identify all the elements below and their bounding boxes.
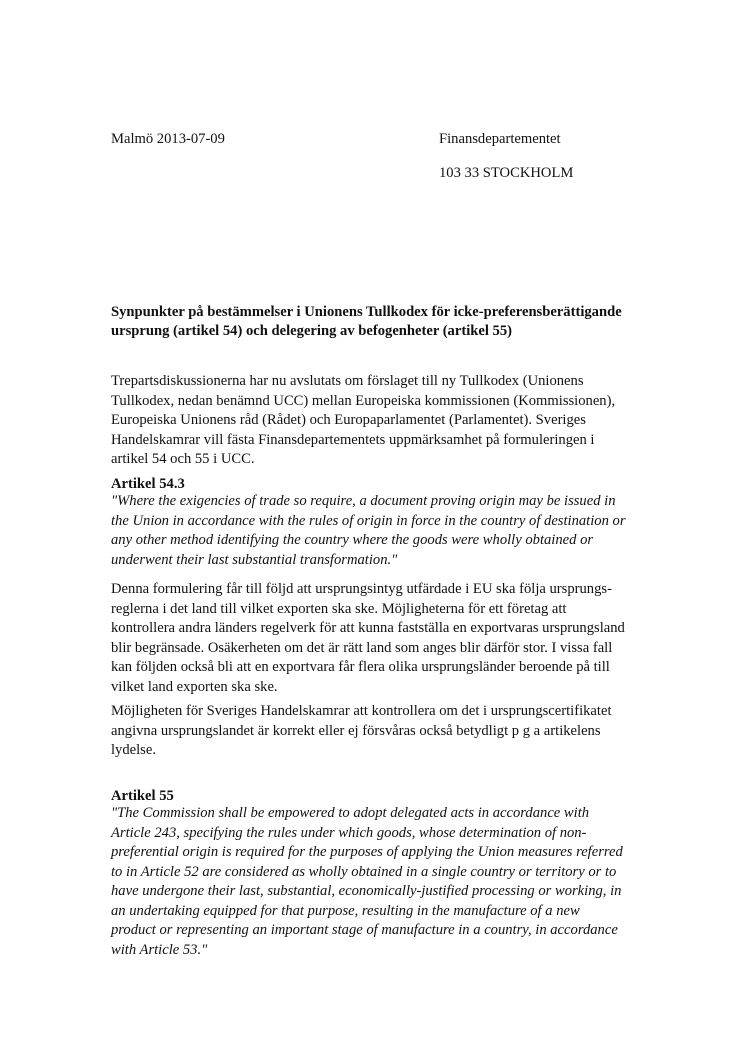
quote-line: have undergone their last, substantial, economically-justified processing or working, in <box>111 883 622 899</box>
text-line: Möjligheten för Sveriges Handelskamrar att kontrollera om det i ursprungscertifikatet <box>111 703 612 719</box>
quote-artikel-54-3 <box>111 492 671 570</box>
paragraph-consequence <box>111 580 671 697</box>
text-line: artikel 54 och 55 i UCC. <box>111 451 255 467</box>
quote-artikel-55 <box>111 804 671 960</box>
text-line: kontrollera andra länders regelverk för att kunna fastställa en exportvaras ursprungsland <box>111 620 625 636</box>
intro-paragraph <box>111 372 671 470</box>
quote-line: to in Article 52 are considered as wholly obtained in a single country or territory or to <box>111 863 617 880</box>
title-line: ursprung (artikel 54) och delegering av befogenheter (artikel 55) <box>111 323 513 339</box>
text-line: Denna formulering får till följd att ursprungsintyg utfärdade i EU ska följa ursprungs- <box>111 581 612 597</box>
quote-line: preferential origin is required for the purposes of applying the Union measures referred <box>111 844 623 860</box>
quote-line: an undertaking equipped for that purpose, resulting in the manufacture of a new <box>111 902 580 919</box>
section-heading-artikel-54-3: Artikel 54.3 <box>111 476 185 492</box>
quote-line: Article 243, specifying the rules under which goods, whose determination of non- <box>111 824 587 841</box>
quote-line: "The Commission shall be empowered to adopt delegated acts in accordance with <box>111 805 590 821</box>
text-line: lydelse. <box>111 742 156 758</box>
quote-line: "Where the exigencies of trade so require, a document proving origin may be issued in <box>111 493 616 509</box>
quote-line: product or representing an important stage of manufacture in a country, in accordance <box>111 922 618 938</box>
text-line: Handelskamrar vill fästa Finansdepartementets uppmärksamhet på formuleringen i <box>111 431 595 448</box>
title-line: Synpunkter på bestämmelser i Unionens Tullkodex för icke-preferensberättigande <box>111 304 622 320</box>
text-line: reglerna i det land till vilket exporten ska ske. Möjligheterna för ett företag att <box>111 600 567 617</box>
quote-line: any other method identifying the country where the goods were wholly obtained or <box>111 532 594 548</box>
place-date: Malmö 2013-07-09 <box>111 131 225 147</box>
recipient-address: 103 33 STOCKHOLM <box>439 165 574 181</box>
text-line: Europeiska Unionens råd (Rådet) och Europaparlamentet (Parlamentet). Sveriges <box>111 412 586 428</box>
quote-line: underwent their last substantial transformation." <box>111 551 398 568</box>
text-line: Tullkodex, nedan benämnd UCC) mellan Europeiska kommissionen (Kommissionen), <box>111 392 616 409</box>
text-line: vilket land exporten ska ske. <box>111 678 278 695</box>
paragraph-verification <box>111 702 671 761</box>
text-line: blir begränsade. Osäkerheten om det är rätt land som anges blir därför stor. I vissa fall <box>111 639 613 656</box>
recipient-name: Finansdepartementet <box>439 131 561 147</box>
text-line: kan följden också bli att en exportvara får flera olika ursprungsländer beroende på till <box>111 659 610 675</box>
text-line: Trepartsdiskussionerna har nu avslutats om förslaget till ny Tullkodex (Unionens <box>111 373 584 389</box>
text-line: angivna ursprungslandet är korrekt eller ej försvåras också betydligt p g a artikelens <box>111 722 601 739</box>
document-title <box>111 303 671 341</box>
quote-line: with Article 53." <box>111 941 208 958</box>
quote-line: the Union in accordance with the rules of origin in force in the country of destination or <box>111 512 626 529</box>
section-heading-artikel-55: Artikel 55 <box>111 788 174 804</box>
